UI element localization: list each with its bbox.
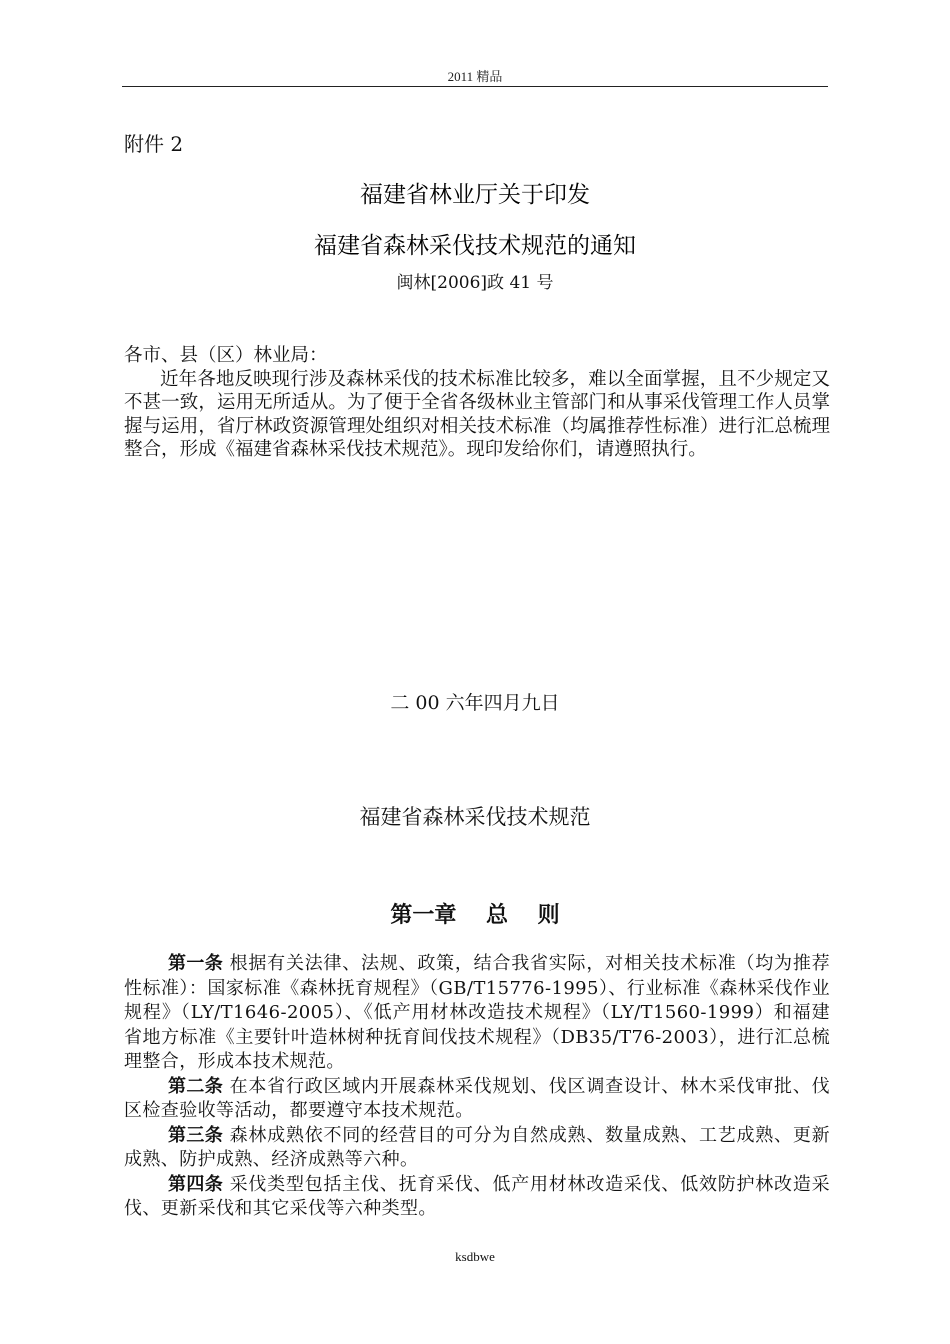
notice-date: 二 00 六年四月九日	[390, 692, 560, 714]
article-4	[124, 1173, 830, 1222]
recipient-line: 各市、县（区）林业局：	[124, 345, 328, 366]
notice-title-line1: 福建省林业厅关于印发	[360, 182, 590, 208]
attachment-label: 附件 2	[124, 132, 184, 156]
header-rule	[122, 86, 828, 87]
page-header: 2011 精品	[447, 69, 503, 84]
page-footer: ksdbwe	[455, 1249, 495, 1264]
articles	[124, 952, 830, 1222]
chapter-heading: 第一章 总 则	[390, 903, 560, 928]
article-text: 在本省行政区域内开展森林采伐规划、伐区调查设计、林木采伐审批、伐区检查验收等活动，都要遵守本技术规范。	[124, 1075, 831, 1121]
notice-title-line2: 福建省森林采伐技术规范的通知	[314, 233, 636, 259]
article-1	[124, 952, 830, 1075]
article-3	[124, 1124, 830, 1173]
document-number: 闽林[2006]政 41 号	[396, 273, 554, 293]
notice-body	[124, 344, 830, 462]
article-text: 根据有关法律、法规、政策，结合我省实际，对相关技术标准（均为推荐性标准）：国家标准《森林抚育规程》（GB/T15776-1995）、行业标准《森林采伐作业规程》（LY/T1646-2005）、《低产用材林改造技术规程》（LY/T1560-1999）和福建省地方标准《主要针叶造林树种抚育间伐技术规程》（DB35/T76-2003），进行汇总梳理整合，形成本技术规范。	[124, 953, 831, 1072]
article-label: 第二条	[168, 1075, 224, 1097]
article-label: 第三条	[168, 1124, 224, 1146]
article-label: 第一条	[168, 953, 224, 974]
article-text: 采伐类型包括主伐、抚育采伐、低产用材林改造采伐、低效防护林改造采伐、更新采伐和其它采伐等六种类型。	[124, 1173, 831, 1219]
notice-paragraph: 近年各地反映现行涉及森林采伐的技术标准比较多，难以全面掌握，且不少规定又不甚一致，运用无所适从。为了便于全省各级林业主管部门和从事采伐管理工作人员掌握与运用，省厅林政资源管理处组织对相关技术标准（均属推荐性标准）进行汇总梳理整合，形成《福建省森林采伐技术规范》。现印发给你们，请遵照执行。	[124, 368, 830, 460]
spec-title: 福建省森林采伐技术规范	[359, 805, 591, 829]
article-2	[124, 1075, 830, 1124]
article-text: 森林成熟依不同的经营目的可分为自然成熟、数量成熟、工艺成熟、更新成熟、防护成熟、经济成熟等六种。	[124, 1124, 831, 1170]
article-label: 第四条	[168, 1173, 224, 1195]
